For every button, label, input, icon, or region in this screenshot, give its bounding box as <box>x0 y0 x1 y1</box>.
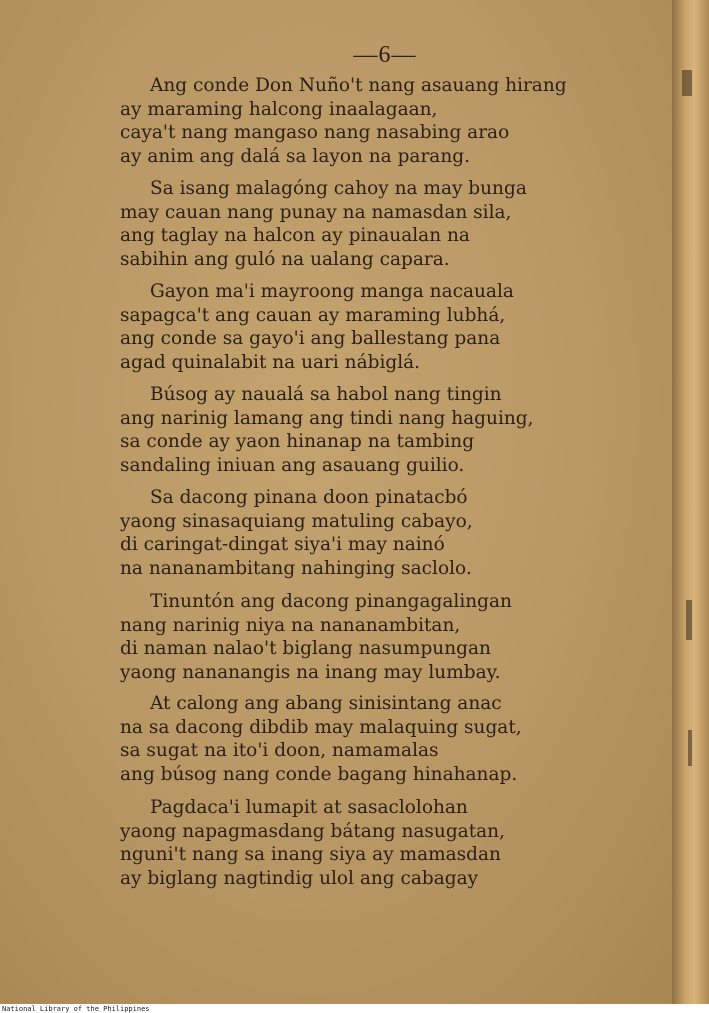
verse-line: sandaling iniuan ang asauang guilio. <box>120 454 465 476</box>
verse-line: may cauan nang punay na namasdan sila, <box>120 201 512 223</box>
verse-line: sapagca't ang cauan ay maraming lubhá, <box>120 304 506 326</box>
stanza-4 <box>120 383 660 477</box>
verse-line: Pagdaca'i lumapit at sasaclolohan <box>150 797 468 818</box>
verse-line: ang conde sa gayo'i ang ballestang pana <box>120 328 501 349</box>
verse-line: caya't nang mangaso nang nasabing arao <box>120 122 510 143</box>
verse-line: ay biglang nagtindig ulol ang cabagay <box>120 867 479 889</box>
verse-line: ang taglay na halcon ay pinaualan na <box>120 225 470 246</box>
stanza-2 <box>120 177 660 271</box>
verse-line: nang narinig niya na nananambitan, <box>120 614 461 636</box>
stanza-1 <box>120 74 660 168</box>
verse-line: ay maraming halcong inaalagaan, <box>120 98 438 120</box>
verse-line: yaong nananangis na inang may lumbay. <box>120 661 501 683</box>
verse-line: di naman nalao't biglang nasumpungan <box>120 638 491 659</box>
verse-line: di caringat-dingat siya'i may nainó <box>120 534 445 555</box>
verse-line: Tinuntón ang dacong pinangagalingan <box>150 591 512 612</box>
stanza-7 <box>120 692 660 786</box>
verse-line: sa conde ay yaon hinanap na tambing <box>120 431 475 452</box>
verse-line: Sa dacong pinana doon pinatacbó <box>150 487 468 508</box>
verse-line: agad quinalabit na uari nábiglá. <box>120 351 421 373</box>
verse-line: na nananambitang nahinging saclolo. <box>120 557 472 579</box>
verse-line: na sa dacong dibdib may malaquing sugat, <box>120 716 522 738</box>
verse-line: sabihin ang guló na ualang capara. <box>120 248 450 270</box>
verse-line: Ang conde Don Nuño't nang asauang hirang <box>150 75 567 96</box>
verse-line: Búsog ay naualá sa habol nang tingin <box>150 384 502 405</box>
verse-line: yaong napagmasdang bátang nasugatan, <box>120 820 505 842</box>
verse-line: At calong ang abang sinisintang anac <box>150 693 502 714</box>
stanza-6 <box>120 590 660 684</box>
verse-line: ang narinig lamang ang tindi nang haguing, <box>120 407 534 429</box>
page-number: —6— <box>353 42 417 68</box>
stanza-8 <box>120 796 660 890</box>
verse-line: ang búsog nang conde bagang hinahanap. <box>120 763 518 785</box>
verse-line: nguni't nang sa inang siya ay mamasdan <box>120 844 501 865</box>
verse-line: Sa isang malagóng cahoy na may bunga <box>150 178 527 199</box>
source-footer: National Library of the Philippines <box>2 1005 150 1013</box>
verse-line: Gayon ma'i mayroong manga nacauala <box>150 281 514 302</box>
stanza-5 <box>120 486 660 580</box>
verse-line: ay anim ang dalá sa layon na parang. <box>120 145 470 167</box>
verse-line: sa sugat na ito'i doon, namamalas <box>120 740 439 761</box>
stanza-3 <box>120 280 660 374</box>
verse-line: yaong sinasaquiang matuling cabayo, <box>120 510 473 532</box>
book-edge <box>672 0 709 1004</box>
